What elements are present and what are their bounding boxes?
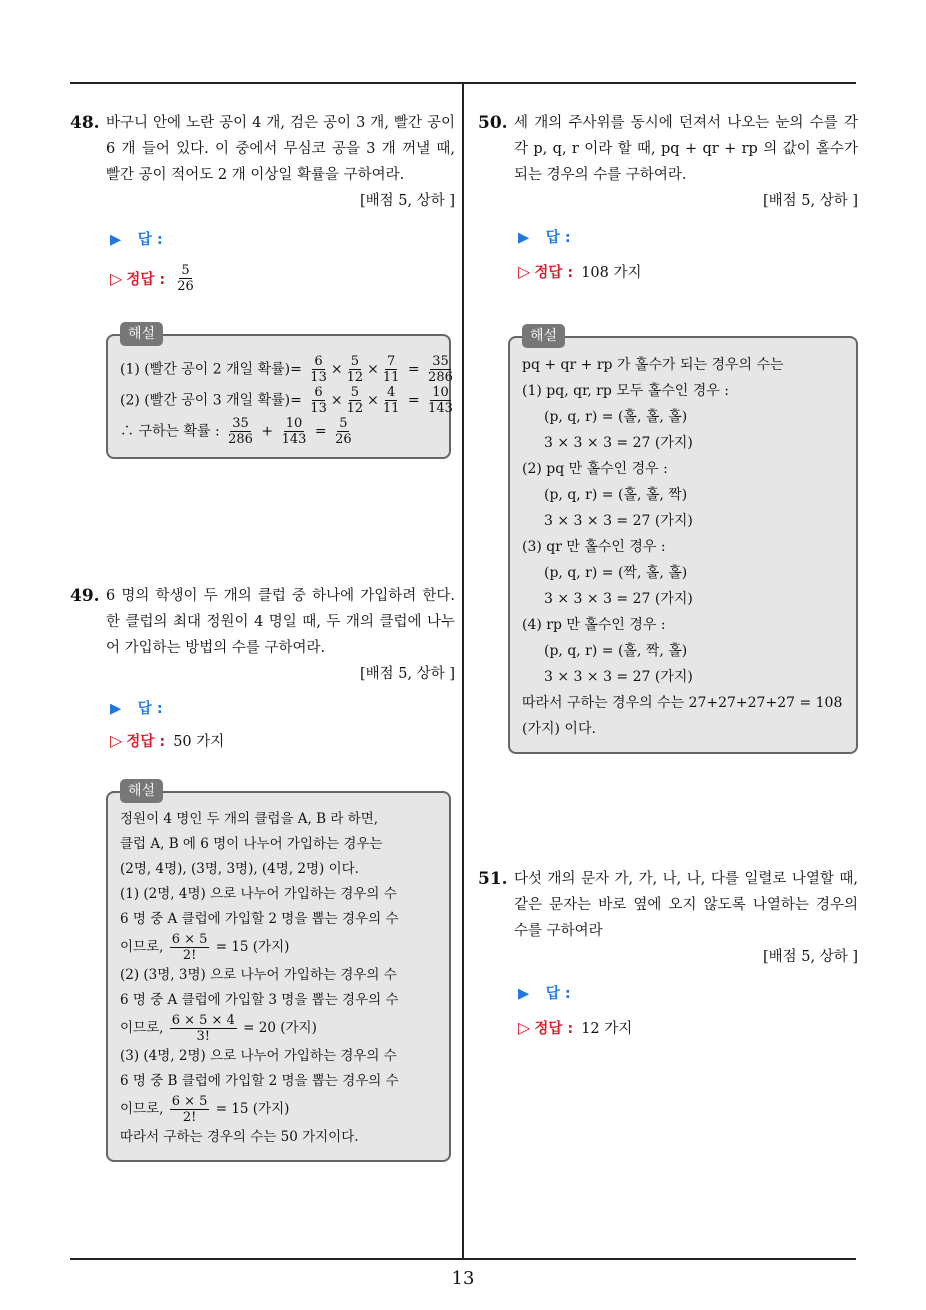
answer-row: [110, 697, 455, 718]
explanation-line: (2명, 4명), (3명, 3명), (4명, 2명) 이다.: [120, 861, 359, 877]
explanation-tag: 해설: [120, 322, 163, 346]
question-meta: [배점 5, 상하 ]: [359, 193, 455, 209]
question-text: 다섯 개의 문자 가, 가, 나, 나, 다를 일렬로 나열할 때, 같은 문자는 바로 옆에 오지 않도록 나열하는 경우의 수를 구하여라: [514, 871, 858, 939]
correct-answer-row: [110, 263, 455, 294]
question-number: 49.: [70, 586, 100, 606]
explanation-line: (p, q, r) = (홀, 홀, 홀): [544, 409, 688, 425]
page-number: 13: [451, 1268, 475, 1289]
triangle-outline-icon: ▷: [110, 731, 123, 750]
explanation-line: (3) qr 만 홀수인 경우 :: [522, 539, 666, 555]
explanation-line: (2) pq 만 홀수인 경우 :: [522, 461, 668, 477]
explanation-line: (4) rp 만 홀수인 경우 :: [522, 617, 666, 633]
explanation-line: 정원이 4 명인 두 개의 클럽을 A, B 라 하면,: [120, 811, 379, 827]
explanation-tag: 해설: [120, 779, 163, 803]
explanation-line: (1) (빨간 공이 2 개일 확률)= $\frac{6}{13}$ × $\frac{5}{12}$ × $\frac{7}{11}$ = $\frac{35}{286}$: [120, 354, 453, 385]
explanation-line: 이므로, $\frac{6 \times 5 \times 4}{3!}$ = 20 (가지): [120, 1013, 317, 1044]
explanation-line: 따라서 구하는 경우의 수는 50 가지이다.: [120, 1129, 359, 1145]
explanation-line: (p, q, r) = (홀, 홀, 짝): [544, 487, 688, 503]
triangle-outline-icon: ▷: [518, 1018, 531, 1037]
explanation-box: [106, 326, 453, 459]
question-meta: [배점 5, 상하 ]: [762, 949, 858, 965]
question-text: 6 명의 학생이 두 개의 클럽 중 하나에 가입하려 한다. 한 클럽의 최대 정원이 4 명일 때, 두 개의 클럽에 나누어 가입하는 방법의 수를 구하여라.: [106, 588, 455, 656]
explanation-line: (2) (빨간 공이 3 개일 확률)= $\frac{6}{13}$ × $\frac{5}{12}$ × $\frac{4}{11}$ = $\frac{10}{143}$: [120, 385, 453, 416]
play-icon: ▶: [110, 232, 122, 248]
correct-answer-label: 정답 :: [126, 734, 166, 750]
question-meta: [배점 5, 상하 ]: [762, 193, 858, 209]
explanation-line: 6 명 중 B 클럽에 가입할 2 명을 뽑는 경우의 수: [120, 1073, 399, 1089]
explanation-line: (p, q, r) = (홀, 짝, 홀): [544, 643, 688, 659]
correct-answer-value: 50 가지: [173, 734, 225, 750]
answer-row: [110, 228, 455, 249]
explanation-line: 따라서 구하는 경우의 수는 27+27+27+27 = 108: [522, 695, 843, 711]
explanation-line: 3 × 3 × 3 = 27 (가지): [544, 591, 693, 607]
question-50: [478, 110, 858, 754]
answer-label: 답 :: [137, 232, 163, 248]
correct-answer-value: 108 가지: [581, 265, 642, 281]
bottom-rule: [70, 1258, 856, 1260]
question-number: 48.: [70, 113, 100, 133]
correct-answer-label: 정답 :: [534, 265, 574, 281]
explanation-line: 이므로, $\frac{6 \times 5}{2!}$ = 15 (가지): [120, 1094, 290, 1125]
explanation-line: 3 × 3 × 3 = 27 (가지): [544, 435, 693, 451]
play-icon: ▶: [110, 701, 122, 717]
correct-answer-label: 정답 :: [534, 1021, 574, 1037]
correct-answer-row: [110, 730, 455, 751]
correct-answer-label: 정답 :: [126, 272, 166, 288]
explanation-line: 6 명 중 A 클럽에 가입할 3 명을 뽑는 경우의 수: [120, 992, 399, 1008]
explanation-line: pq + qr + rp 가 홀수가 되는 경우의 수는: [522, 357, 784, 373]
explanation-line: 클럽 A, B 에 6 명이 나누어 가입하는 경우는: [120, 836, 383, 852]
explanation-line: (3) (4명, 2명) 으로 나누어 가입하는 경우의 수: [120, 1048, 397, 1064]
explanation-line: (가지) 이다.: [522, 721, 596, 737]
question-51: [478, 866, 858, 1038]
explanation-line: 이므로, $\frac{6 \times 5}{2!}$ = 15 (가지): [120, 932, 290, 963]
answer-label: 답 :: [545, 230, 571, 246]
explanation-line: (1) pq, qr, rp 모두 홀수인 경우 :: [522, 383, 729, 399]
explanation-line: (p, q, r) = (짝, 홀, 홀): [544, 565, 688, 581]
explanation-line: (1) (2명, 4명) 으로 나누어 가입하는 경우의 수: [120, 886, 397, 902]
explanation-line: 3 × 3 × 3 = 27 (가지): [544, 513, 693, 529]
correct-answer-fraction: $\frac{5}{26}$: [177, 263, 194, 294]
left-column: [70, 110, 455, 1162]
explanation-line: 3 × 3 × 3 = 27 (가지): [544, 669, 693, 685]
play-icon: ▶: [518, 986, 530, 1002]
answer-row: [518, 226, 858, 247]
right-column: [478, 110, 858, 1037]
column-divider: [462, 83, 464, 1259]
triangle-outline-icon: ▷: [110, 269, 123, 288]
triangle-outline-icon: ▷: [518, 262, 531, 281]
explanation-line: 6 명 중 A 클럽에 가입할 2 명을 뽑는 경우의 수: [120, 911, 399, 927]
correct-answer-row: [518, 1017, 858, 1038]
answer-label: 답 :: [545, 986, 571, 1002]
correct-answer-row: [518, 261, 858, 282]
explanation-line: ∴ 구하는 확률 : $\frac{35}{286}$ + $\frac{10}{143}$ = $\frac{5}{26}$: [120, 416, 352, 447]
explanation-box: [106, 783, 451, 1162]
question-number: 50.: [478, 113, 508, 133]
question-49: [70, 583, 455, 1162]
question-meta: [배점 5, 상하 ]: [359, 666, 455, 682]
explanation-tag: 해설: [522, 324, 565, 348]
answer-row: [518, 982, 858, 1003]
question-number: 51.: [478, 869, 508, 889]
correct-answer-value: 12 가지: [581, 1021, 633, 1037]
explanation-line: (2) (3명, 3명) 으로 나누어 가입하는 경우의 수: [120, 967, 397, 983]
question-text: 바구니 안에 노란 공이 4 개, 검은 공이 3 개, 빨간 공이 6 개 들어 있다. 이 중에서 무심코 공을 3 개 꺼낼 때, 빨간 공이 적어도 2 개 이상일 확률을 구하여라.: [106, 115, 455, 183]
explanation-box: [508, 328, 858, 754]
question-text: 세 개의 주사위를 동시에 던져서 나오는 눈의 수를 각각 p, q, r 이라 할 때, pq + qr + rp 의 값이 홀수가 되는 경우의 수를 구하여라.: [514, 115, 858, 183]
answer-label: 답 :: [137, 701, 163, 717]
play-icon: ▶: [518, 230, 530, 246]
question-48: [70, 110, 455, 459]
